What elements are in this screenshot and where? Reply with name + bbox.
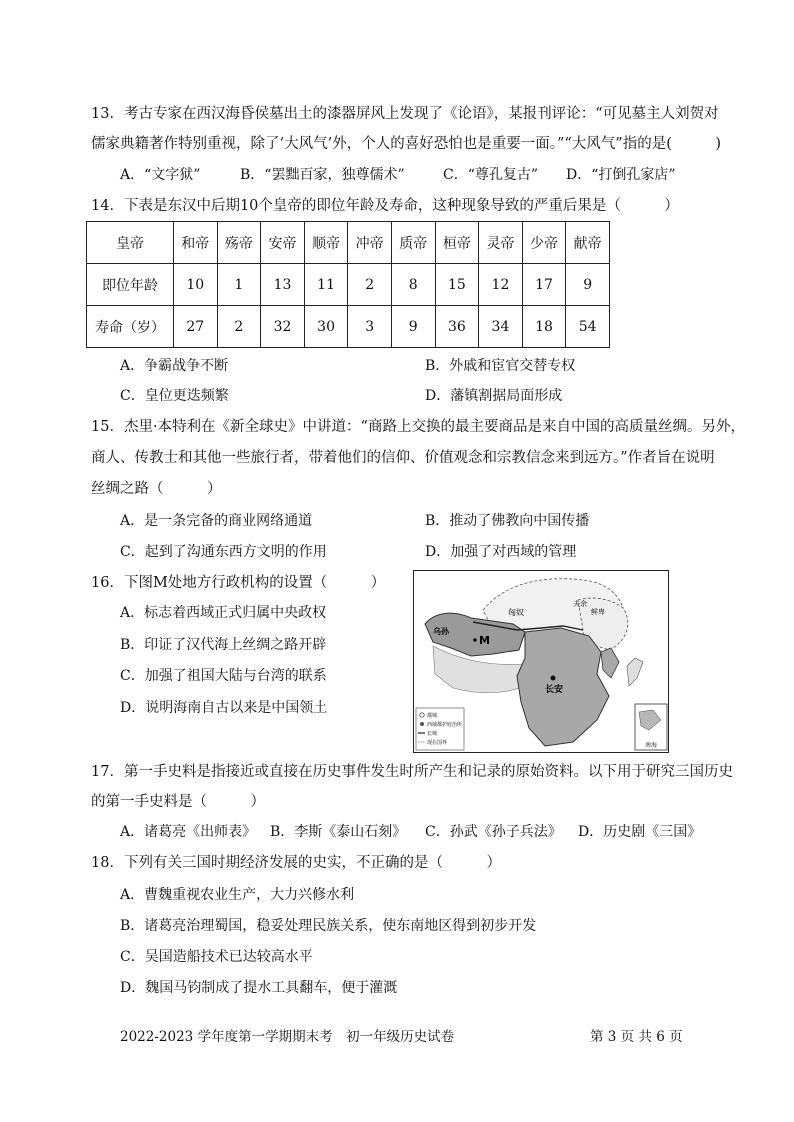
q16-option-b[interactable]: B．印证了汉代海上丝绸之路开辟: [120, 637, 327, 653]
wusun-label: 乌孙: [433, 627, 449, 636]
q13-stem-line1: 13．考古专家在西汉海昏侯墓出土的漆器屏风上发现了《论语》，某报刊评论：“可见墓主人刘贺对: [91, 106, 719, 122]
q14-option-c[interactable]: C．皇位更迭频繁: [120, 388, 229, 404]
legend-item: 长城: [427, 731, 438, 737]
q15-stem-line1: 15．杰里·本特利在《新全球史》中讲道：“商路上交换的最主要商品是来自中国的高质量丝绸。另外，: [91, 419, 745, 435]
q16-option-c[interactable]: C．加强了祖国大陆与台湾的联系: [120, 668, 327, 684]
q18-option-c[interactable]: C．吴国造船技术已达较高水平: [120, 949, 313, 965]
row-header: 皇帝: [87, 222, 174, 264]
xianbei-label: 鲜卑: [591, 608, 605, 616]
q13-option-d[interactable]: D．“打倒孔家店”: [566, 167, 676, 183]
legend-item: 西域都护府治所: [427, 722, 463, 728]
q15-option-d[interactable]: D．加强了对西域的管理: [425, 544, 577, 560]
table-cell: 殇帝: [217, 222, 261, 264]
q17-option-d[interactable]: D．历史剧《三国》: [578, 824, 702, 840]
table-cell: 32: [261, 306, 305, 348]
q15-stem-line3: 丝绸之路（ ）: [91, 481, 222, 497]
q16-stem: 16．下图M处地方行政机构的设置（ ）: [91, 575, 386, 591]
table-cell: 34: [479, 306, 523, 348]
legend-item: 现在国界: [427, 740, 448, 746]
table-row: [87, 222, 610, 264]
table-cell: 和帝: [174, 222, 218, 264]
q17-stem-line2: 的第一手史料是（ ）: [91, 794, 265, 810]
table-cell: 18: [522, 306, 566, 348]
legend-item: 都城: [427, 713, 438, 719]
table-cell: 质帝: [391, 222, 435, 264]
changan-label: 长安: [545, 685, 564, 695]
fuyu-label: 夫余: [573, 600, 587, 608]
table-cell: 灵帝: [479, 222, 523, 264]
table-cell: 1: [217, 264, 261, 306]
q13-option-b[interactable]: B．“罢黜百家，独尊儒术”: [240, 167, 405, 183]
row-header: 即位年龄: [87, 264, 174, 306]
table-cell: 少帝: [522, 222, 566, 264]
q14-option-d[interactable]: D．藩镇割据局面形成: [425, 388, 563, 404]
reign-table: [86, 221, 610, 348]
table-cell: 13: [261, 264, 305, 306]
table-row: [87, 264, 610, 306]
table-cell: 8: [391, 264, 435, 306]
q16-option-d[interactable]: D．说明海南自古以来是中国领土: [120, 700, 328, 716]
table-cell: 10: [174, 264, 218, 306]
footer-exam-title: 2022-2023 学年度第一学期期末考 初一年级历史试卷: [120, 1029, 455, 1045]
table-cell: 献帝: [566, 222, 610, 264]
footer-page-number: 第 3 页 共 6 页: [590, 1029, 683, 1045]
protectorate-symbol-icon: [420, 722, 424, 726]
table-cell: 9: [391, 306, 435, 348]
table-cell: 3: [348, 306, 392, 348]
table-cell: 2: [348, 264, 392, 306]
q17-stem-line1: 17．第一手史料是指接近或直接在历史事件发生时所产生和记录的原始资料。以下用于研究三国历史: [91, 764, 733, 780]
changan-capital-icon: [551, 676, 556, 681]
table-cell: 12: [479, 264, 523, 306]
table-cell: 27: [174, 306, 218, 348]
q13-stem-line2: 儒家典籍著作特别重视，除了‘大风气’外，个人的喜好恐怕也是重要一面。”“大风气”指的是( ): [91, 136, 722, 152]
q14-stem: 14．下表是东汉中后期10个皇帝的即位年龄及寿命，这种现象导致的严重后果是（ ）: [91, 198, 679, 214]
q17-option-c[interactable]: C．孙武《孙子兵法》: [425, 824, 562, 840]
q13-option-a[interactable]: A．“文字狱”: [120, 167, 201, 183]
m-label: M: [479, 634, 490, 647]
table-cell: 15: [435, 264, 479, 306]
q18-option-a[interactable]: A．曹魏重视农业生产，大力兴修水利: [120, 887, 355, 903]
q18-stem: 18．下列有关三国时期经济发展的史实，不正确的是（ ）: [91, 855, 501, 871]
table-cell: 顺帝: [304, 222, 348, 264]
table-cell: 9: [566, 264, 610, 306]
q14-option-b[interactable]: B．外戚和宦官交替专权: [425, 358, 576, 374]
q16-option-a[interactable]: A．标志着西域正式归属中央政权: [120, 605, 327, 621]
table-cell: 桓帝: [435, 222, 479, 264]
table-cell: 11: [304, 264, 348, 306]
q15-option-a[interactable]: A．是一条完备的商业网络通道: [120, 513, 313, 529]
han-dynasty-map: [413, 570, 669, 753]
row-header: 寿命（岁）: [87, 306, 174, 348]
q15-option-c[interactable]: C．起到了沟通东西方文明的作用: [120, 544, 327, 560]
table-row: [87, 306, 610, 348]
table-cell: 安帝: [261, 222, 305, 264]
table-cell: 冲帝: [348, 222, 392, 264]
q17-option-a[interactable]: A．诸葛亮《出师表》: [120, 824, 257, 840]
q18-option-d[interactable]: D．魏国马钧制成了提水工具翻车，便于灌溉: [120, 980, 398, 996]
m-point-icon: [473, 638, 477, 642]
table-cell: 30: [304, 306, 348, 348]
q15-option-b[interactable]: B．推动了佛教向中国传播: [425, 513, 590, 529]
inset-label: 南海: [644, 742, 658, 749]
table-cell: 54: [566, 306, 610, 348]
q13-option-c[interactable]: C．“尊孔复古”: [443, 167, 539, 183]
q15-stem-line2: 商人、传教士和其他一些旅行者，带着他们的信仰、价值观念和宗教信念来到远方。”作者旨在说明: [91, 450, 715, 466]
table-cell: 17: [522, 264, 566, 306]
q14-option-a[interactable]: A．争霸战争不断: [120, 358, 229, 374]
xiongnu-label: 匈奴: [508, 608, 524, 617]
table-cell: 36: [435, 306, 479, 348]
q17-option-b[interactable]: B．李斯《泰山石刻》: [270, 824, 407, 840]
table-cell: 2: [217, 306, 261, 348]
q18-option-b[interactable]: B．诸葛亮治理蜀国，稳妥处理民族关系，使东南地区得到初步开发: [120, 918, 537, 934]
